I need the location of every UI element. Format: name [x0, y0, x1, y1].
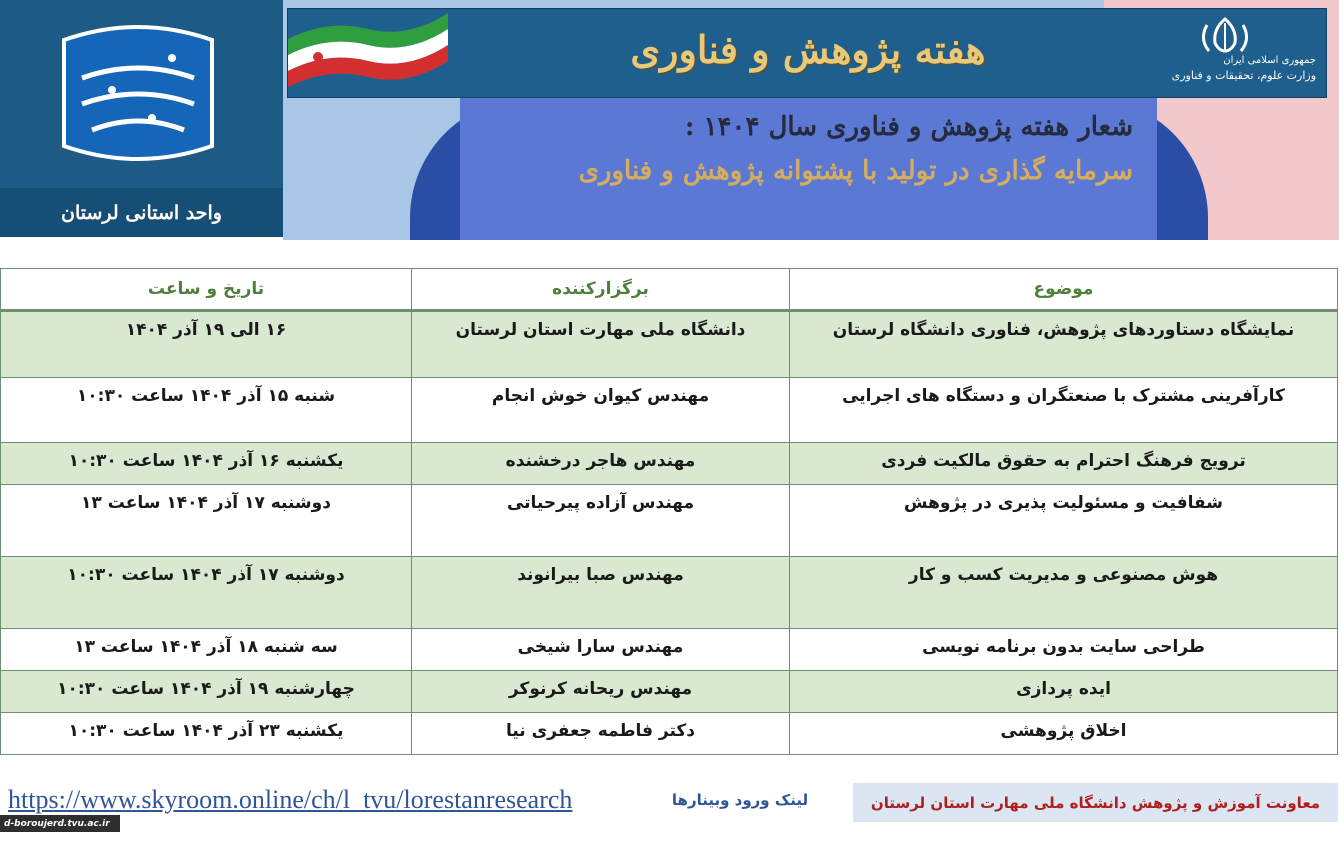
table-row	[1, 311, 1338, 378]
cell-topic: شفافیت و مسئولیت پذیری در پژوهش	[790, 485, 1338, 557]
deputy-label: معاونت آموزش و پژوهش دانشگاه ملی مهارت استان لرستان	[870, 793, 1321, 812]
ministry-line2: وزارت علوم، تحقیقات و فناوری	[1171, 69, 1316, 82]
cell-topic: ترویج فرهنگ احترام به حقوق مالکیت فردی	[790, 443, 1338, 485]
cell-organizer: مهندس آزاده پیرحیاتی	[412, 485, 790, 557]
cell-datetime: چهارشنبه ۱۹ آذر ۱۴۰۴ ساعت ۱۰:۳۰	[1, 671, 412, 713]
cell-organizer: مهندس ریحانه کرنوکر	[412, 671, 790, 713]
cell-organizer: مهندس سارا شیخی	[412, 629, 790, 671]
slogan-box	[460, 98, 1157, 240]
cell-organizer: دکتر فاطمه جعفری نیا	[412, 713, 790, 755]
ministry-line1: جمهوری اسلامی ایران	[1223, 55, 1316, 66]
week-title: هفته پژوهش و فناوری	[630, 27, 986, 72]
university-logo	[52, 18, 224, 168]
table-row	[1, 443, 1338, 485]
header-banner	[0, 0, 1339, 240]
iran-emblem-icon	[1185, 15, 1265, 55]
unit-caption: واحد استانی لرستان	[61, 201, 222, 224]
slogan-line2: سرمایه گذاری در تولید با پشتوانه پژوهش و فناوری	[578, 156, 1133, 186]
cell-organizer: مهندس هاجر درخشنده	[412, 443, 790, 485]
cell-topic: کارآفرینی مشترک با صنعتگران و دستگاه های اجرایی	[790, 378, 1338, 443]
table-row	[1, 378, 1338, 443]
cell-topic: طراحی سایت بدون برنامه نویسی	[790, 629, 1338, 671]
schedule-table	[0, 268, 1338, 755]
cell-datetime: یکشنبه ۱۶ آذر ۱۴۰۴ ساعت ۱۰:۳۰	[1, 443, 412, 485]
webinar-link-label: لینک ورود وبینارها	[671, 791, 809, 809]
slogan-line1: شعار هفته پژوهش و فناوری سال ۱۴۰۴ :	[684, 112, 1133, 142]
cell-organizer: دانشگاه ملی مهارت استان لرستان	[412, 311, 790, 378]
title-strip	[287, 8, 1327, 98]
cell-organizer: مهندس صبا بیرانوند	[412, 557, 790, 629]
cell-topic: اخلاق پژوهشی	[790, 713, 1338, 755]
university-logo-panel	[0, 0, 283, 237]
header-datetime: تاریخ و ساعت	[1, 269, 412, 311]
cell-datetime: دوشنبه ۱۷ آذر ۱۴۰۴ ساعت ۱۰:۳۰	[1, 557, 412, 629]
cell-organizer: مهندس کیوان خوش انجام	[412, 378, 790, 443]
iran-flag-icon	[288, 9, 448, 99]
header-organizer: برگزارکننده	[412, 269, 790, 311]
cell-topic: هوش مصنوعی و مدیریت کسب و کار	[790, 557, 1338, 629]
cell-datetime: سه شنبه ۱۸ آذر ۱۴۰۴ ساعت ۱۳	[1, 629, 412, 671]
cell-topic: ایده پردازی	[790, 671, 1338, 713]
header-topic: موضوع	[790, 269, 1338, 311]
table-row	[1, 629, 1338, 671]
table-row	[1, 671, 1338, 713]
cell-topic: نمایشگاه دستاوردهای پژوهش، فناوری دانشگاه لرستان	[790, 311, 1338, 378]
table-row	[1, 485, 1338, 557]
cell-datetime: دوشنبه ۱۷ آذر ۱۴۰۴ ساعت ۱۳	[1, 485, 412, 557]
table-row	[1, 713, 1338, 755]
cell-datetime: شنبه ۱۵ آذر ۱۴۰۴ ساعت ۱۰:۳۰	[1, 378, 412, 443]
table-row	[1, 557, 1338, 629]
cell-datetime: ۱۶ الی ۱۹ آذر ۱۴۰۴	[1, 311, 412, 378]
webinar-link[interactable]: https://www.skyroom.online/ch/l_tvu/lorestanresearch	[8, 785, 573, 814]
ministry-label	[1138, 55, 1316, 82]
unit-caption-bar	[0, 188, 283, 237]
cell-datetime: یکشنبه ۲۳ آذر ۱۴۰۴ ساعت ۱۰:۳۰	[1, 713, 412, 755]
table-header-row	[1, 269, 1338, 311]
site-watermark: d-boroujerd.tvu.ac.ir	[0, 815, 120, 832]
deputy-label-box	[853, 783, 1338, 822]
